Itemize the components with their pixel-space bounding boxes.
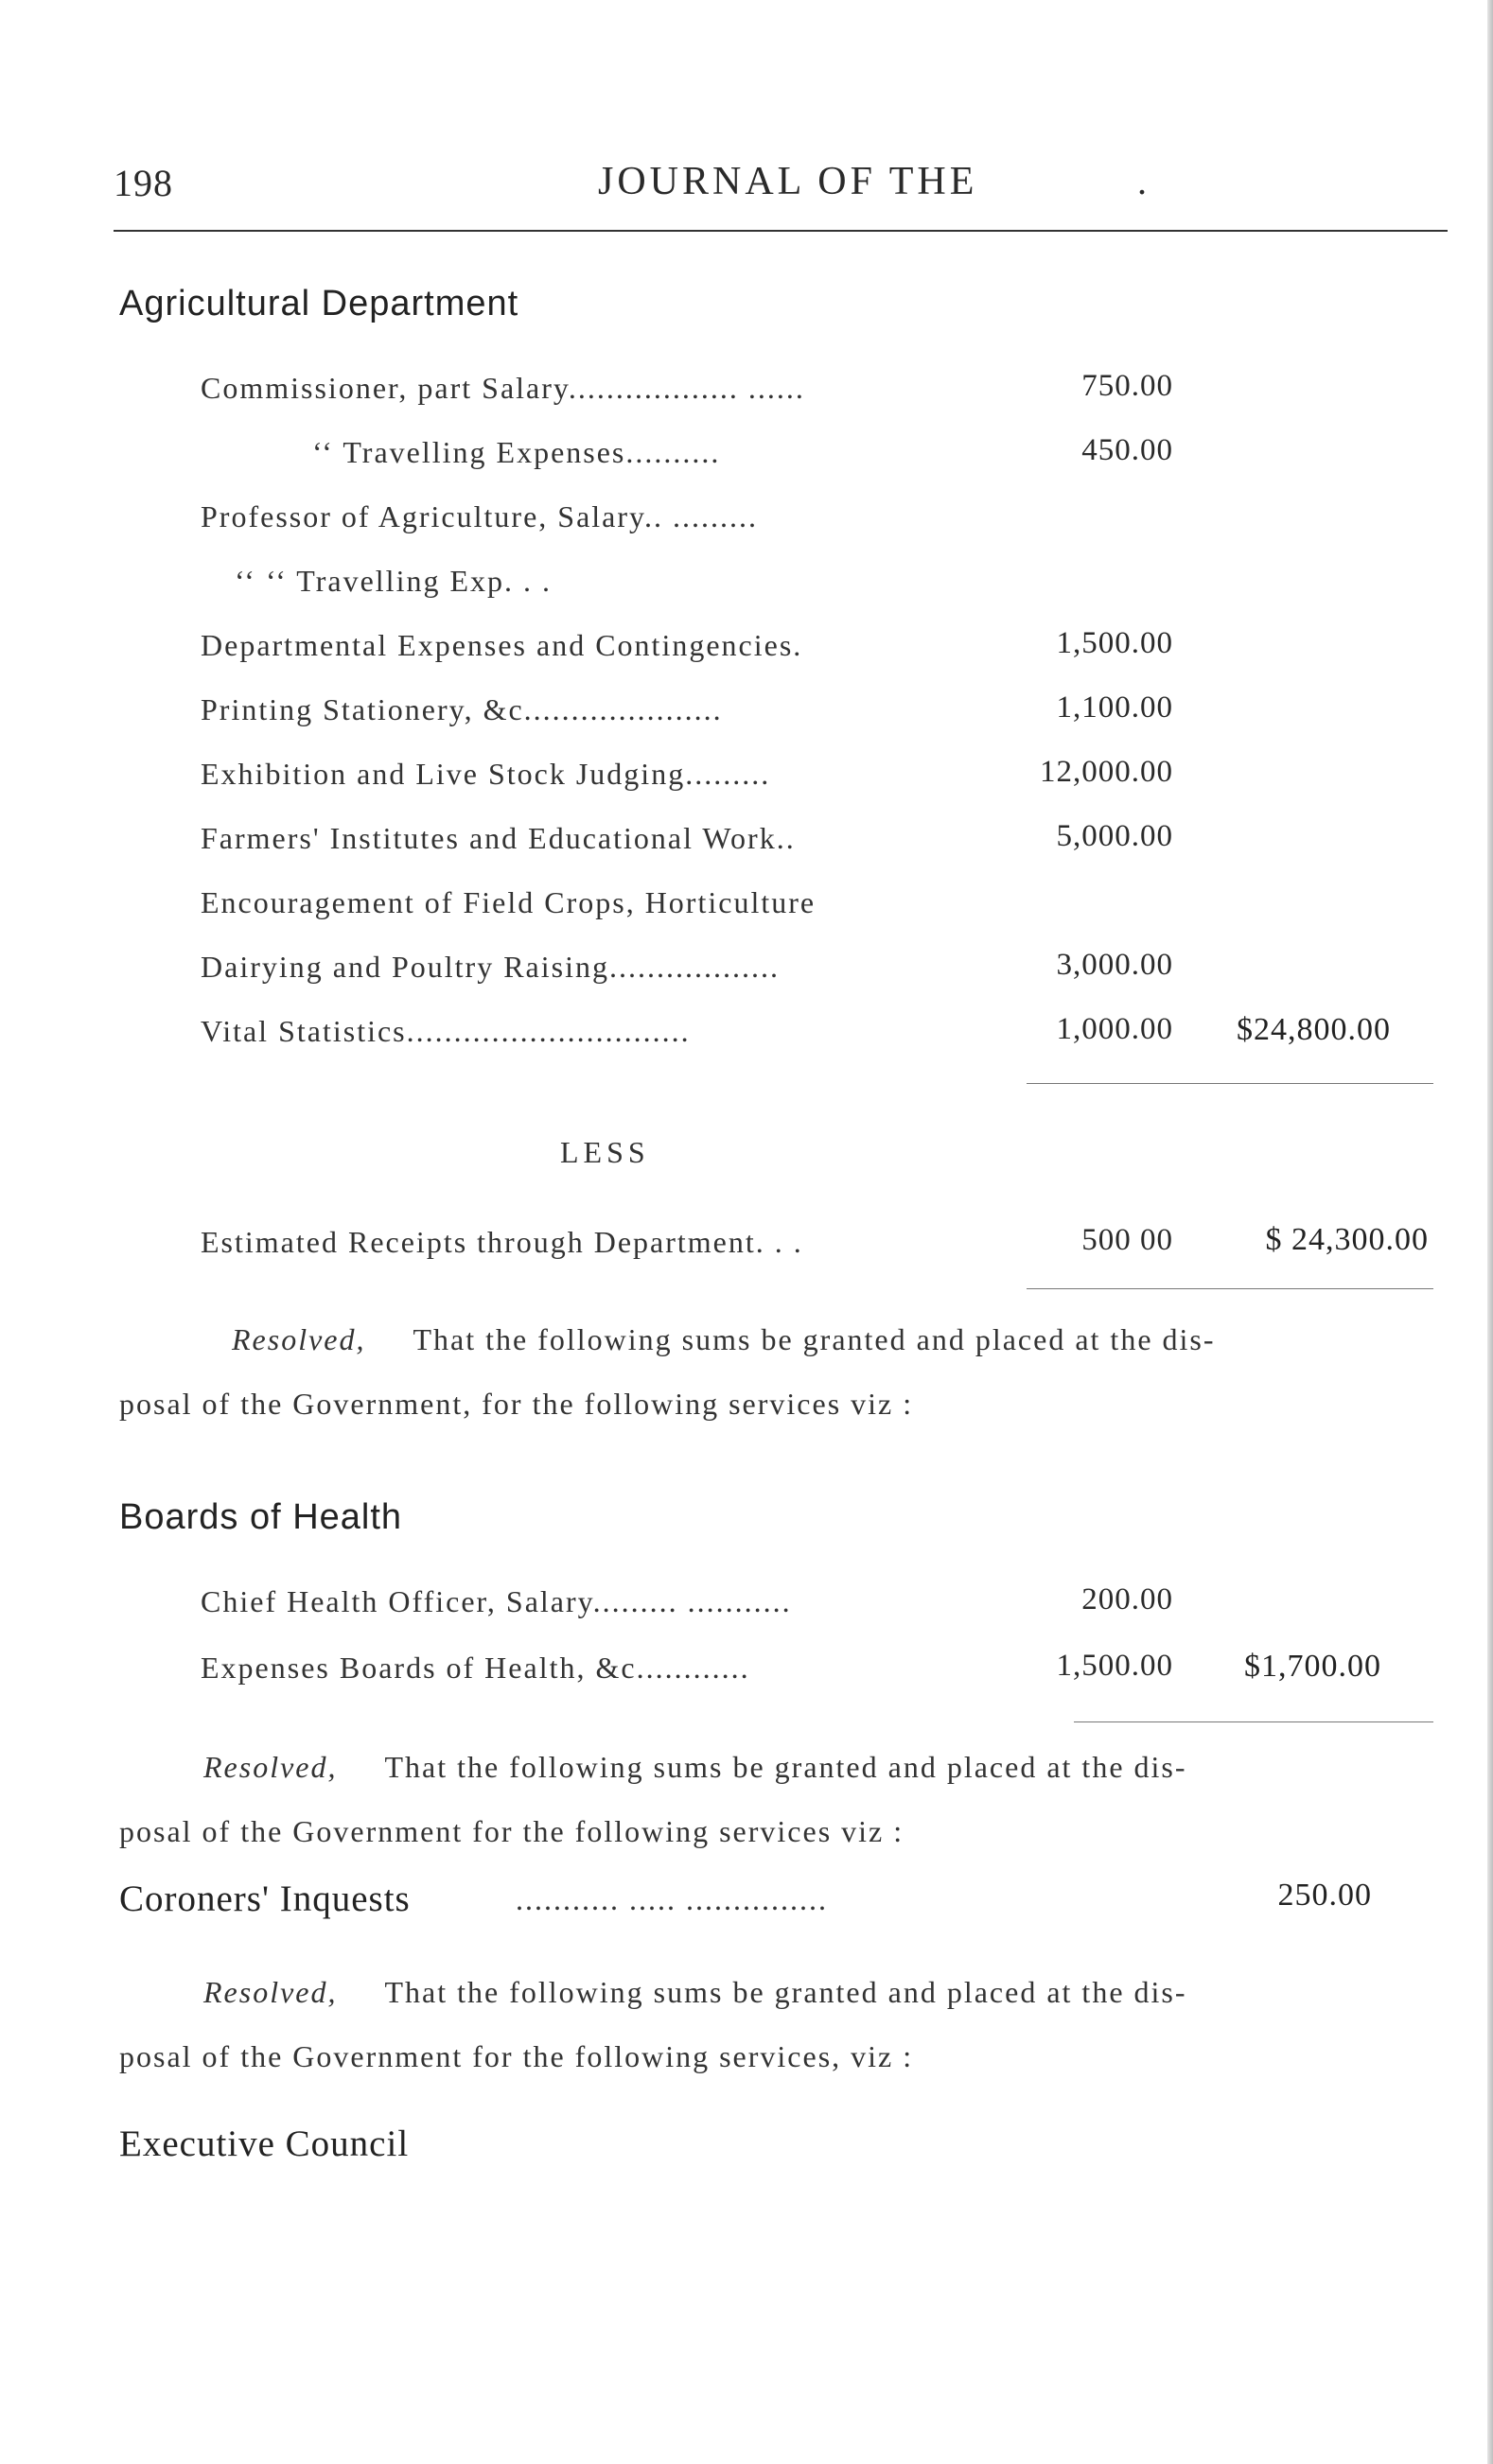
subtotal-rule (1027, 1083, 1433, 1084)
section-heading-coroners: Coroners' Inquests (119, 1879, 411, 1919)
resolved-paragraph-1-cont: posal of the Government, for the following services viz : (119, 1387, 914, 1421)
line-item-amount: 200.00 (1081, 1582, 1173, 1616)
net-total: $ 24,300.00 (1265, 1222, 1429, 1257)
line-item-amount: 450.00 (1081, 433, 1173, 467)
page-number: 198 (114, 162, 173, 204)
line-item-label: Departmental Expenses and Contingencies. (201, 628, 803, 662)
line-item-amount: 1,500.00 (1056, 626, 1173, 660)
less-label: LESS (560, 1135, 650, 1169)
line-item-amount: 1,500.00 (1056, 1649, 1173, 1683)
line-item-label: Printing Stationery, &c..................... (201, 692, 723, 726)
page-edge-shadow (1487, 0, 1493, 2464)
line-item-label: Exhibition and Live Stock Judging......... (201, 757, 771, 791)
line-item-amount: 3,000.00 (1056, 948, 1173, 982)
line-item-label: Chief Health Officer, Salary......... ........... (201, 1584, 792, 1618)
section-total: $1,700.00 (1244, 1649, 1381, 1684)
net-total-rule (1027, 1288, 1433, 1289)
resolved-word: Resolved, (203, 1975, 338, 2009)
line-item-amount: 12,000.00 (1040, 755, 1173, 789)
section-heading-executive: Executive Council (119, 2123, 410, 2164)
resolved-text: That the following sums be granted and placed at the dis- (384, 1975, 1187, 2009)
line-item-label: ‘‘ Travelling Expenses.......... (312, 435, 721, 469)
receipts-label: Estimated Receipts through Department. . . (201, 1225, 803, 1259)
resolved-paragraph-2-cont: posal of the Government for the following services viz : (119, 1814, 905, 1848)
coroners-amount: 250.00 (1277, 1878, 1372, 1913)
resolved-text: That the following sums be granted and placed at the dis- (384, 1750, 1187, 1784)
resolved-word: Resolved, (203, 1750, 338, 1784)
line-item-label: Farmers' Institutes and Educational Work.. (201, 821, 796, 855)
resolved-paragraph-2 (203, 1750, 1187, 1785)
line-item-label: Professor of Agriculture, Salary.. ......... (201, 499, 758, 533)
resolved-paragraph-3 (203, 1975, 1187, 2010)
section-subtotal: $24,800.00 (1237, 1012, 1391, 1047)
line-item-amount: 1,100.00 (1056, 690, 1173, 725)
line-item-label: Dairying and Poultry Raising.................. (201, 950, 780, 984)
coroners-leader-dots: ........... ..... ............... (516, 1882, 828, 1916)
section-heading-health: Boards of Health (119, 1497, 403, 1537)
section-heading-agricultural: Agricultural Department (119, 284, 519, 323)
line-item-label: Expenses Boards of Health, &c............ (201, 1651, 750, 1685)
header-mark: . (1137, 160, 1147, 202)
health-total-rule (1074, 1721, 1433, 1722)
running-header-title: JOURNAL OF THE (598, 160, 978, 203)
line-item-amount: 5,000.00 (1056, 819, 1173, 853)
resolved-paragraph-1 (232, 1322, 1216, 1357)
line-item-amount: 1,000.00 (1056, 1012, 1173, 1046)
line-item-label: ‘‘ ‘‘ Travelling Exp. . . (235, 564, 552, 598)
resolved-word: Resolved, (232, 1322, 366, 1356)
header-rule (114, 230, 1448, 232)
receipts-amount: 500 00 (1081, 1223, 1173, 1257)
resolved-paragraph-3-cont: posal of the Government for the following services, viz : (119, 2039, 914, 2073)
line-item-label: Commissioner, part Salary.................. ...... (201, 371, 805, 405)
line-item-label: Vital Statistics.............................. (201, 1014, 691, 1048)
line-item-label: Encouragement of Field Crops, Horticulture (201, 885, 817, 919)
resolved-text: That the following sums be granted and placed at the dis- (413, 1322, 1216, 1356)
line-item-amount: 750.00 (1081, 369, 1173, 403)
